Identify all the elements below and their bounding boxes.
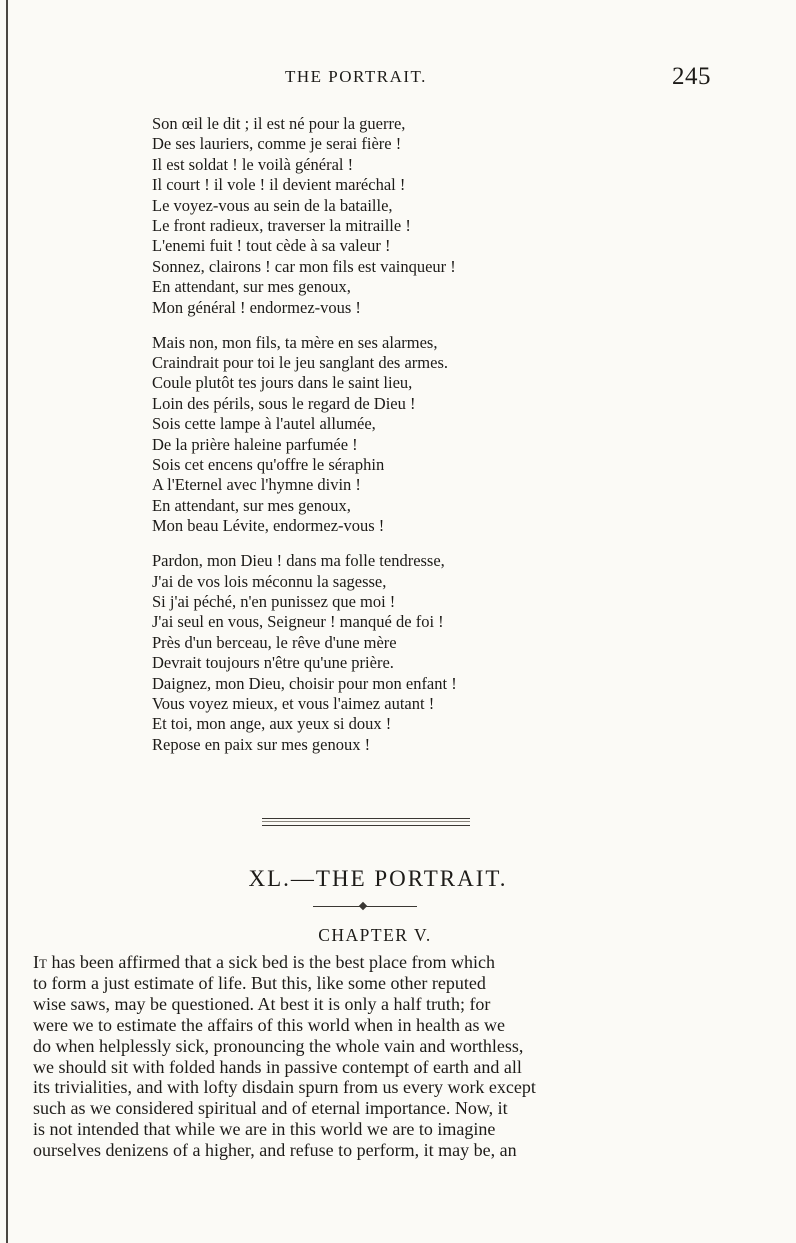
verse-line: Son œil le dit ; il est né pour la guerre,: [152, 114, 406, 133]
verse-line: Mais non, mon fils, ta mère en ses alarmes,: [152, 332, 438, 352]
verse-line: Sonnez, clairons ! car mon fils est vainqueur !: [152, 256, 456, 276]
verse-line: Et toi, mon ange, aux yeux si doux !: [152, 714, 392, 734]
verse-line: Vous voyez mieux, et vous l'aimez autant !: [152, 693, 435, 713]
page-edge-rule: [6, 0, 8, 1243]
verse-line: J'ai de vos lois méconnu la sagesse,: [152, 571, 387, 591]
prose-line: such as we considered spiritual and of eternal importance. Now, it: [33, 1098, 508, 1119]
poem-stanza-1: [152, 114, 592, 318]
poem-stanza-2: [152, 333, 592, 537]
verse-line: A l'Eternel avec l'hymne divin !: [152, 475, 361, 495]
verse-line: J'ai seul en vous, Seigneur ! manqué de foi !: [152, 612, 444, 632]
verse-line: Pardon, mon Dieu ! dans ma folle tendresse,: [152, 551, 445, 571]
verse-line: En attendant, sur mes genoux,: [152, 495, 351, 515]
verse-line: Il est soldat ! le voilà général !: [152, 154, 354, 174]
prose-paragraph: [33, 952, 723, 1161]
verse-line: Si j'ai péché, n'en punissez que moi !: [152, 591, 396, 611]
verse-line: Coule plutôt tes jours dans le saint lieu,: [152, 373, 413, 393]
prose-line: is not intended that while we are in this world we are to imagine: [33, 1119, 496, 1140]
chapter-ornament-rule: [313, 906, 417, 907]
verse-line: L'enemi fuit ! tout cède à sa valeur !: [152, 236, 391, 256]
verse-line: De ses lauriers, comme je serai fière !: [152, 134, 402, 154]
verse-line: Le front radieux, traverser la mitraille !: [152, 216, 411, 236]
section-divider-rule: [262, 818, 470, 826]
section-title: [0, 866, 796, 892]
verse-line: Repose en paix sur mes genoux !: [152, 734, 371, 754]
verse-line: Devrait toujours n'être qu'une prière.: [152, 653, 394, 673]
prose-line: do when helplessly sick, pronouncing the whole vain and worthless,: [33, 1035, 524, 1056]
verse-line: De la prière haleine parfumée !: [152, 434, 358, 454]
verse-line: En attendant, sur mes genoux,: [152, 277, 351, 297]
verse-line: Loin des périls, sous le regard de Dieu !: [152, 393, 416, 413]
section-title-text: XL.—THE PORTRAIT.: [248, 866, 508, 891]
page-number: 245: [672, 63, 711, 90]
verse-line: Le voyez-vous au sein de la bataille,: [152, 195, 393, 215]
prose-line-text: has been affirmed that a sick bed is the best place from which: [46, 952, 495, 972]
prose-line: we should sit with folded hands in passive contempt of earth and all: [33, 1056, 522, 1077]
prose-line: ourselves denizens of a higher, and refuse to perform, it may be, an: [33, 1140, 517, 1161]
running-title: THE PORTRAIT.: [285, 67, 427, 86]
poem-stanza-3: [152, 551, 592, 755]
chapter-heading-text: CHAPTER V.: [318, 925, 432, 945]
verse-line: Craindrait pour toi le jeu sanglant des armes.: [152, 352, 449, 372]
poem: [152, 114, 592, 770]
chapter-heading: [0, 925, 796, 946]
verse-line: Sois cette lampe à l'autel allumée,: [152, 414, 376, 434]
prose-line: wise saws, may be questioned. At best it is only a half truth; for: [33, 993, 491, 1014]
verse-line: Près d'un berceau, le rêve d'une mère: [152, 632, 397, 652]
prose-line: were we to estimate the affairs of this world when in health as we: [33, 1014, 506, 1035]
opening-word: It: [33, 952, 47, 972]
diamond-ornament-icon: [359, 902, 367, 910]
verse-line: Mon beau Lévite, endormez-vous !: [152, 516, 385, 536]
prose-line: [33, 952, 723, 973]
verse-line: Il court ! il vole ! il devient maréchal !: [152, 175, 406, 195]
prose-line: to form a just estimate of life. But this, like some other reputed: [33, 972, 486, 993]
prose-line: its trivialities, and with lofty disdain spurn from us every work except: [33, 1077, 536, 1098]
verse-line: Daignez, mon Dieu, choisir pour mon enfant !: [152, 673, 457, 693]
verse-line: Mon général ! endormez-vous !: [152, 297, 361, 317]
running-header: [0, 63, 796, 93]
verse-line: Sois cet encens qu'offre le séraphin: [152, 455, 385, 474]
